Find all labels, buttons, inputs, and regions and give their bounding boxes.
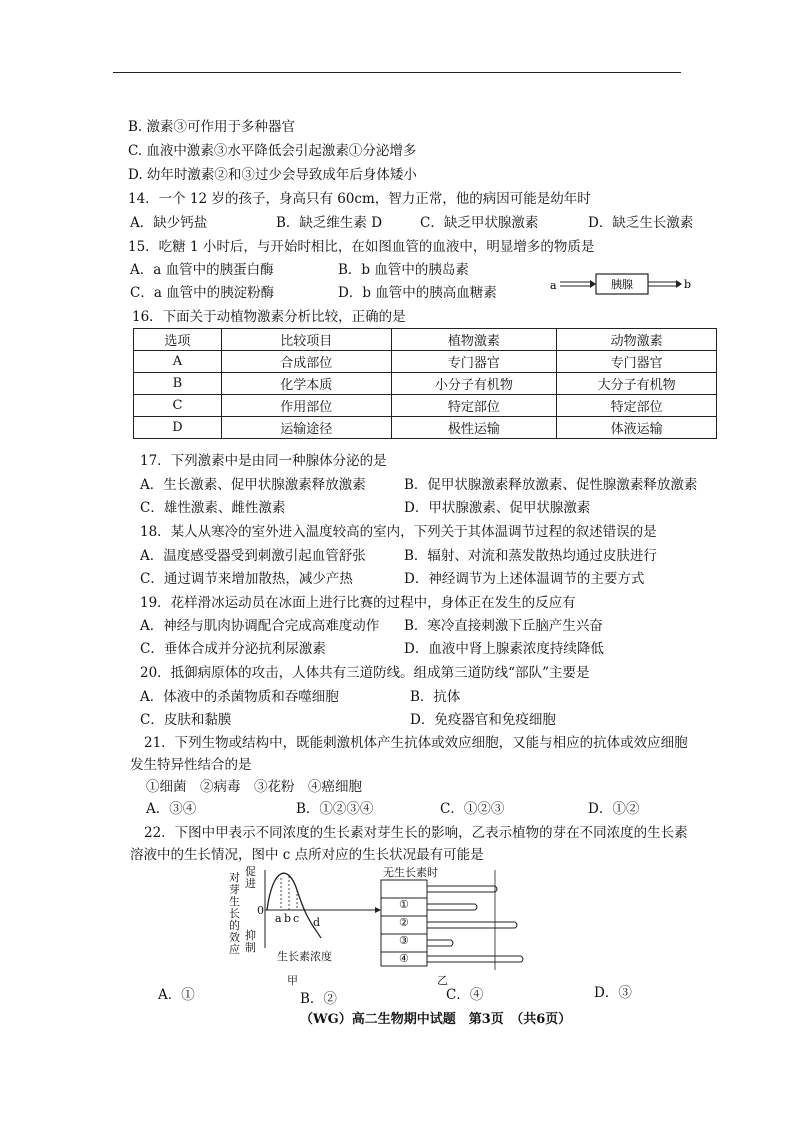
q20-option-a: A．体液中的杀菌物质和吞噬细胞 — [140, 689, 339, 705]
caption-jia: 甲 — [287, 974, 298, 987]
table-cell: B — [134, 373, 222, 395]
q14-option-c: C．缺乏甲状腺激素 — [420, 215, 539, 231]
table-row — [134, 417, 717, 439]
table-header-cell: 选项 — [134, 329, 222, 351]
point-b-label: b — [284, 912, 292, 925]
table-cell: 大分子有机物 — [557, 373, 717, 395]
q18-option-d: D．神经调节为上述体温调节的主要方式 — [404, 571, 645, 587]
table-row — [134, 351, 717, 373]
point-d-label: d — [313, 916, 321, 929]
y-axis-label: 对芽生长的效应 — [229, 871, 240, 956]
q14-stem: 14．一个 12 岁的孩子，身高只有 60cm，智力正常，他的病因可能是幼年时 — [128, 191, 591, 207]
q13-option-c: C. 血液中激素③水平降低会引起激素①分泌增多 — [128, 143, 417, 159]
q21-stem-line2: 发生特异性结合的是 — [130, 757, 252, 773]
tube-3-label: ③ — [399, 934, 409, 947]
q22-stem-line2: 溶液中的生长情况，图中 c 点所对应的生长状况最有可能是 — [130, 847, 484, 863]
top-rule — [113, 72, 681, 73]
q13-option-d: D. 幼年时激素②和③过少会导致成年后身体矮小 — [128, 167, 417, 183]
q22-option-c: C．④ — [446, 987, 484, 1003]
table-cell: 合成部位 — [221, 351, 391, 373]
zero-label: 0 — [257, 904, 264, 917]
table-cell: 专门器官 — [557, 351, 717, 373]
table-cell: 运输途径 — [221, 417, 391, 439]
q17-option-a: A．生长激素、促甲状腺激素释放激素 — [140, 477, 366, 493]
table-cell: C — [134, 395, 222, 417]
vessel-a-label: a — [550, 279, 557, 292]
q14-option-a: A．缺少钙盐 — [130, 215, 208, 231]
q17-option-d: D．甲状腺激素、促甲状腺激素 — [404, 500, 591, 516]
hormone-comparison-table — [133, 328, 717, 439]
table-cell: A — [134, 351, 222, 373]
inhibit-label: 抑制 — [245, 929, 256, 954]
q18-option-c: C．通过调节来增加散热，减少产热 — [140, 571, 353, 587]
tube-2-label: ② — [399, 916, 409, 929]
q15-option-a: A．a 血管中的胰蛋白酶 — [130, 262, 274, 278]
q18-option-a: A．温度感受器受到刺激引起血管舒张 — [140, 548, 366, 564]
tube-1-label: ① — [399, 898, 409, 911]
q22-option-b: B．② — [300, 991, 337, 1007]
promote-label: 促进 — [245, 865, 256, 890]
q13-option-b: B. 激素③可作用于多种器官 — [128, 119, 296, 135]
q19-option-a: A．神经与肌肉协调配合完成高难度动作 — [140, 618, 380, 634]
q22-option-d: D．③ — [594, 985, 632, 1001]
q19-option-c: C．垂体合成并分泌抗利尿激素 — [140, 641, 326, 657]
q19-option-b: B．寒冷直接刺激下丘脑产生兴奋 — [404, 618, 603, 634]
no-auxin-label: 无生长素时 — [383, 866, 438, 879]
q22-option-a: A．① — [158, 987, 195, 1003]
point-c-label: c — [293, 912, 300, 925]
q17-option-c: C．雄性激素、雌性激素 — [140, 500, 286, 516]
q16-stem: 16．下面关于动植物激素分析比较，正确的是 — [132, 309, 406, 325]
pancreas-vessel-diagram — [548, 270, 698, 300]
vessel-b-label: b — [684, 278, 692, 291]
q20-option-d: D．免疫器官和免疫细胞 — [410, 712, 556, 728]
table-cell: 特定部位 — [391, 395, 557, 417]
q14-option-d: D．缺乏生长激素 — [588, 215, 694, 231]
table-cell: 体液运输 — [557, 417, 717, 439]
auxin-figure — [225, 860, 545, 990]
q17-option-b: B．促甲状腺激素释放激素、促性腺激素释放激素 — [404, 477, 698, 493]
table-cell: 小分子有机物 — [391, 373, 557, 395]
q15-option-d: D．b 血管中的胰高血糖素 — [338, 285, 497, 301]
table-cell: 化学本质 — [221, 373, 391, 395]
q20-option-b: B．抗体 — [410, 689, 461, 705]
pancreas-label: 胰腺 — [611, 278, 633, 291]
q14-option-b: B．缺乏维生素 D — [276, 215, 383, 231]
q20-option-c: C．皮肤和黏膜 — [140, 712, 232, 728]
q15-stem: 15．吃糖 1 小时后，与开始时相比，在如图血管的血液中，明显增多的物质是 — [128, 239, 595, 255]
q21-items: ①细菌 ②病毒 ③花粉 ④癌细胞 — [146, 779, 362, 795]
table-row — [134, 395, 717, 417]
q21-option-a: A．③④ — [146, 801, 197, 817]
q18-stem: 18．某人从寒冷的室外进入温度较高的室内，下列关于其体温调节过程的叙述错误的是 — [140, 524, 657, 540]
table-cell: 作用部位 — [221, 395, 391, 417]
table-header-cell: 植物激素 — [391, 329, 557, 351]
caption-yi: 乙 — [437, 974, 448, 987]
q21-option-c: C．①②③ — [440, 801, 505, 817]
x-axis-label: 生长素浓度 — [277, 950, 332, 963]
table-header-cell: 动物激素 — [557, 329, 717, 351]
q22-stem-line1: 22．下图中甲表示不同浓度的生长素对芽生长的影响，乙表示植物的芽在不同浓度的生长素 — [144, 825, 688, 841]
q20-stem: 20．抵御病原体的攻击，人体共有三道防线。组成第三道防线“部队”主要是 — [140, 665, 590, 681]
table-cell: 特定部位 — [557, 395, 717, 417]
q18-option-b: B．辐射、对流和蒸发散热均通过皮肤进行 — [404, 548, 657, 564]
table-cell: 专门器官 — [391, 351, 557, 373]
table-cell: D — [134, 417, 222, 439]
table-cell: 极性运输 — [391, 417, 557, 439]
q17-stem: 17．下列激素中是由同一种腺体分泌的是 — [140, 453, 387, 469]
q19-stem: 19．花样滑冰运动员在冰面上进行比赛的过程中，身体正在发生的反应有 — [140, 595, 576, 611]
q19-option-d: D．血液中肾上腺素浓度持续降低 — [404, 641, 604, 657]
q15-option-b: B．b 血管中的胰岛素 — [338, 262, 469, 278]
q21-stem-line1: 21．下列生物或结构中，既能刺激机体产生抗体或效应细胞，又能与相应的抗体或效应细胞 — [144, 735, 688, 751]
q21-option-b: B．①②③④ — [296, 801, 374, 817]
q15-option-c: C．a 血管中的胰淀粉酶 — [130, 285, 275, 301]
table-row — [134, 373, 717, 395]
point-a-label: a — [275, 912, 282, 925]
q21-option-d: D．①② — [588, 801, 640, 817]
page-footer: （WG）高二生物期中试题 第3页 （共6页） — [300, 1012, 572, 1027]
table-header-row — [134, 329, 717, 351]
tube-4-label: ④ — [399, 952, 409, 965]
table-header-cell: 比较项目 — [221, 329, 391, 351]
